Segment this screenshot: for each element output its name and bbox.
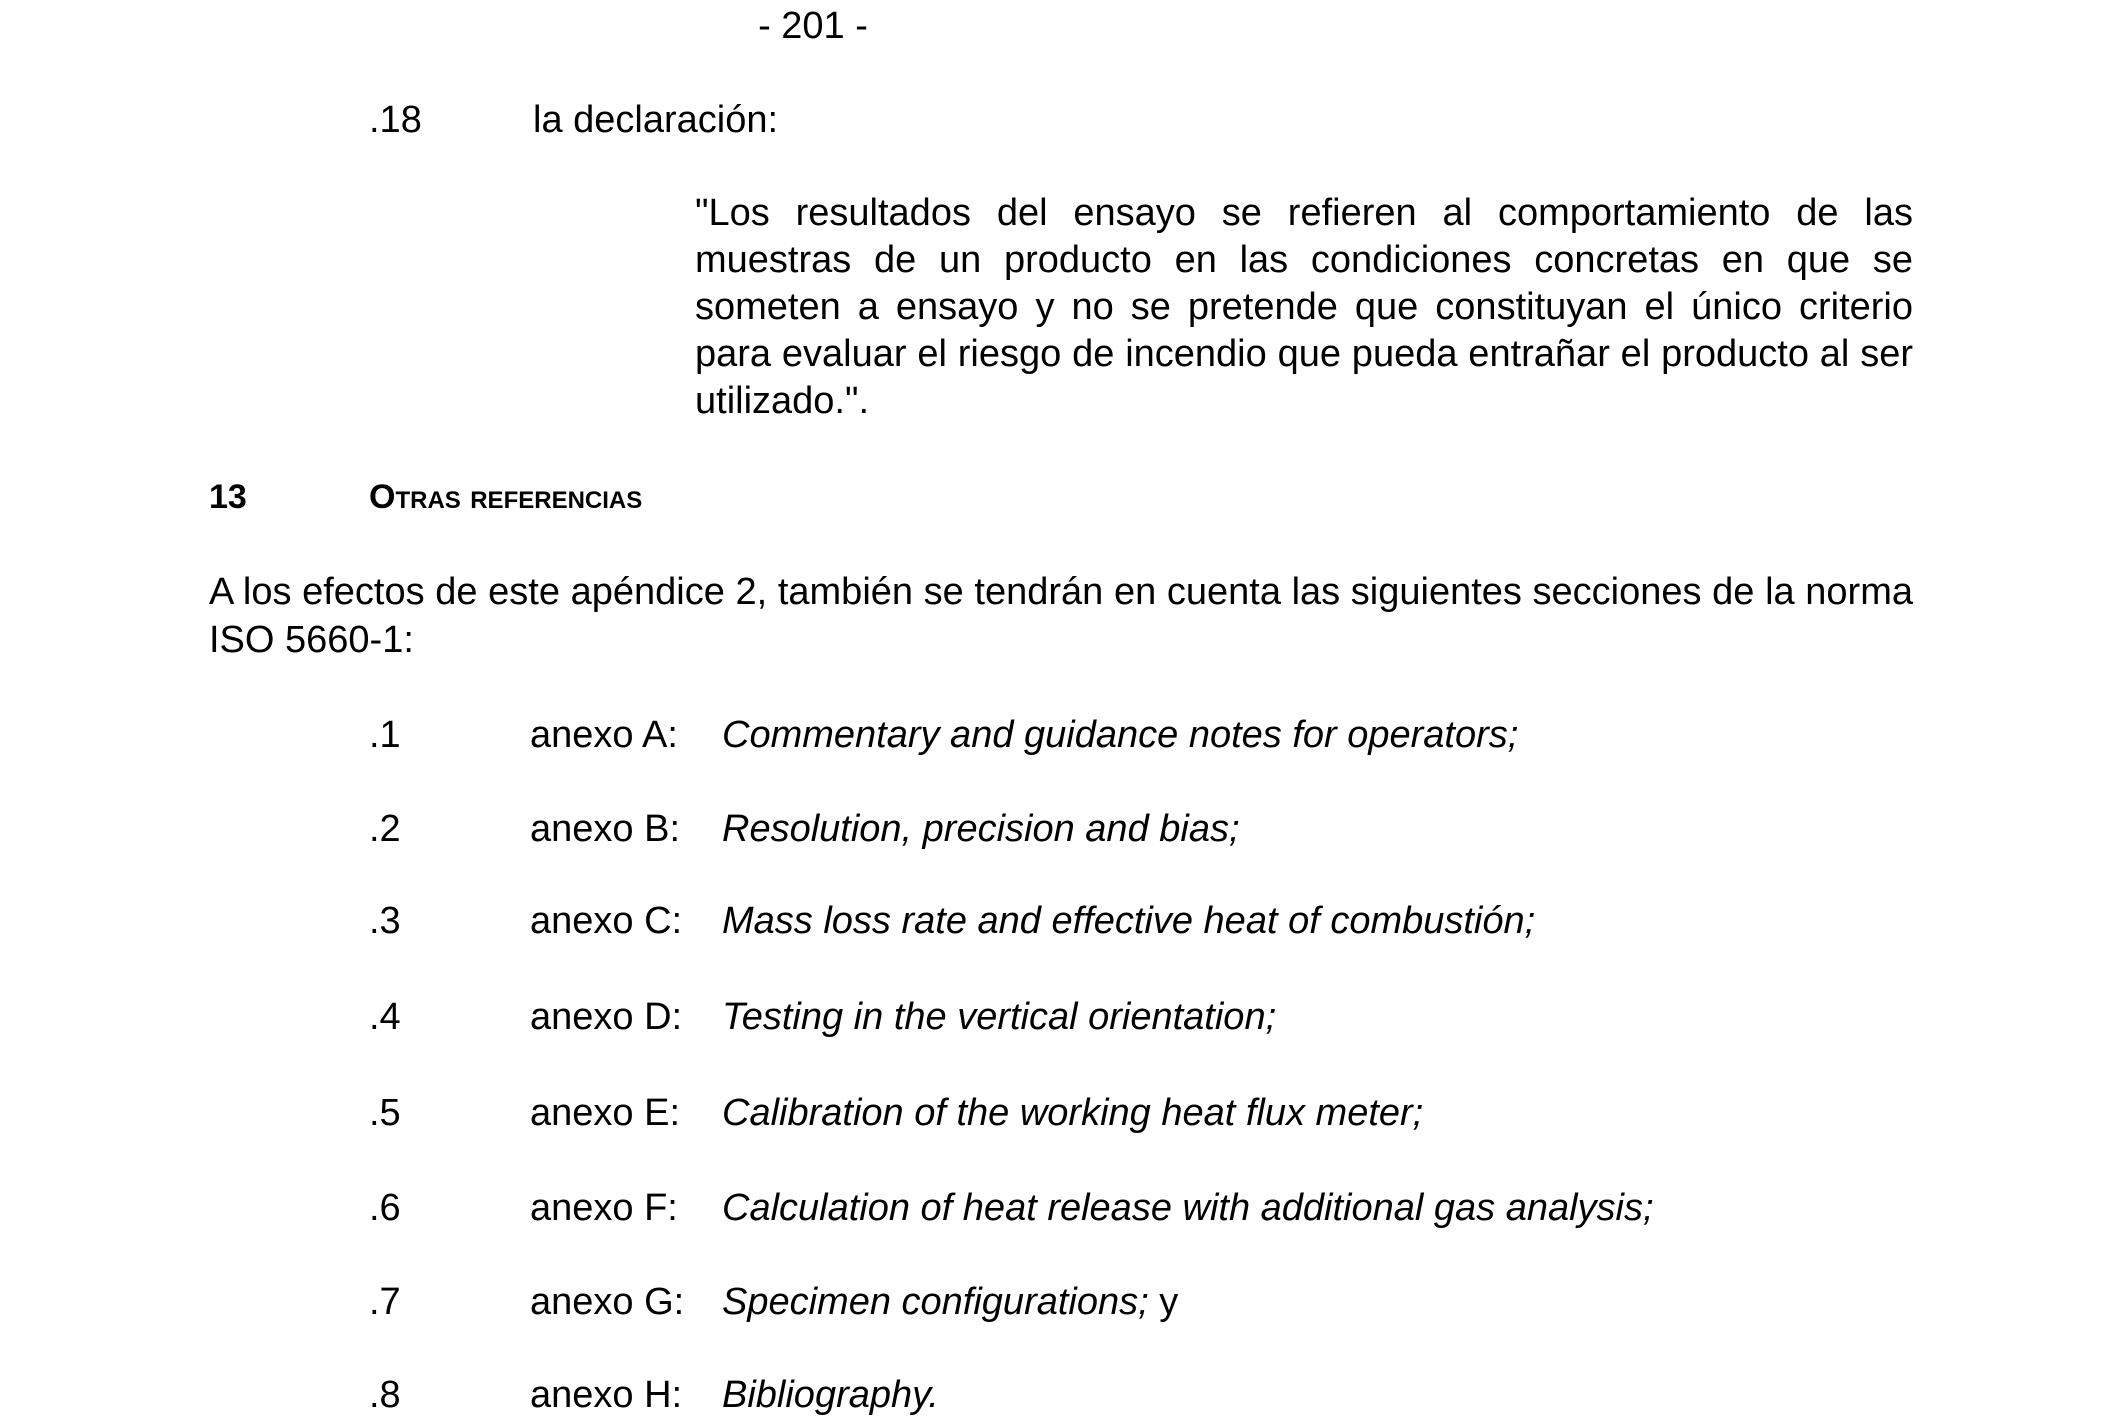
annex-number: .8 xyxy=(369,1374,401,1416)
item-18-number: .18 xyxy=(369,99,422,141)
annex-label: anexo E: xyxy=(530,1092,680,1134)
annex-number: .4 xyxy=(369,996,401,1038)
annex-number: .5 xyxy=(369,1092,401,1134)
annex-label: anexo B: xyxy=(530,808,680,850)
annex-title-text: Mass loss rate and effective heat of combustión; xyxy=(722,900,1536,942)
intro-paragraph: A los efectos de este apéndice 2, también se tendrán en cuenta las siguientes secciones de la norma ISO 5660-1: xyxy=(209,571,1913,661)
annex-title-text: Calibration of the working heat flux meter; xyxy=(722,1092,1424,1134)
annex-number: .6 xyxy=(369,1187,401,1229)
annex-title xyxy=(722,992,1276,1042)
annex-label: anexo G: xyxy=(530,1281,685,1323)
annex-label: anexo C: xyxy=(530,900,683,942)
annex-label: anexo D: xyxy=(530,996,683,1038)
item-18-text: la declaración: xyxy=(533,99,779,141)
section-number: 13 xyxy=(209,478,247,516)
annex-title-text: Bibliography. xyxy=(722,1374,939,1416)
annex-title xyxy=(722,804,1240,854)
annex-title-text: Calculation of heat release with additional gas analysis; xyxy=(722,1187,1654,1229)
annex-title xyxy=(722,1277,1178,1327)
annex-label: anexo H: xyxy=(530,1374,683,1416)
annex-number: .7 xyxy=(369,1281,401,1323)
annex-suffix: y xyxy=(1148,1281,1179,1323)
annex-label: anexo A: xyxy=(530,714,678,756)
annex-number: .1 xyxy=(369,714,401,756)
page-number: - 201 - xyxy=(758,5,868,47)
annex-title xyxy=(722,896,1535,946)
annex-number: .3 xyxy=(369,900,401,942)
annex-number: .2 xyxy=(369,808,401,850)
annex-title-text: Testing in the vertical orientation; xyxy=(722,996,1277,1038)
annex-title xyxy=(722,1183,1654,1233)
annex-title-text: Commentary and guidance notes for operators; xyxy=(722,714,1519,756)
annex-title xyxy=(722,710,1518,760)
section-title: Otras referencias xyxy=(369,478,643,516)
annex-title xyxy=(722,1370,939,1420)
annex-label: anexo F: xyxy=(530,1187,678,1229)
annex-title xyxy=(722,1088,1423,1138)
annex-title-text: Resolution, precision and bias; xyxy=(722,808,1240,850)
annex-title-text: Specimen configurations; xyxy=(722,1281,1149,1323)
declaration-quote: "Los resultados del ensayo se refieren al comportamiento de las muestras de un producto en las condiciones concretas en que se someten a ensayo y no se pretende que constituyan el único criterio para evaluar el riesgo de incendio que pueda entrañar el producto al ser utilizado.". xyxy=(695,192,1913,422)
